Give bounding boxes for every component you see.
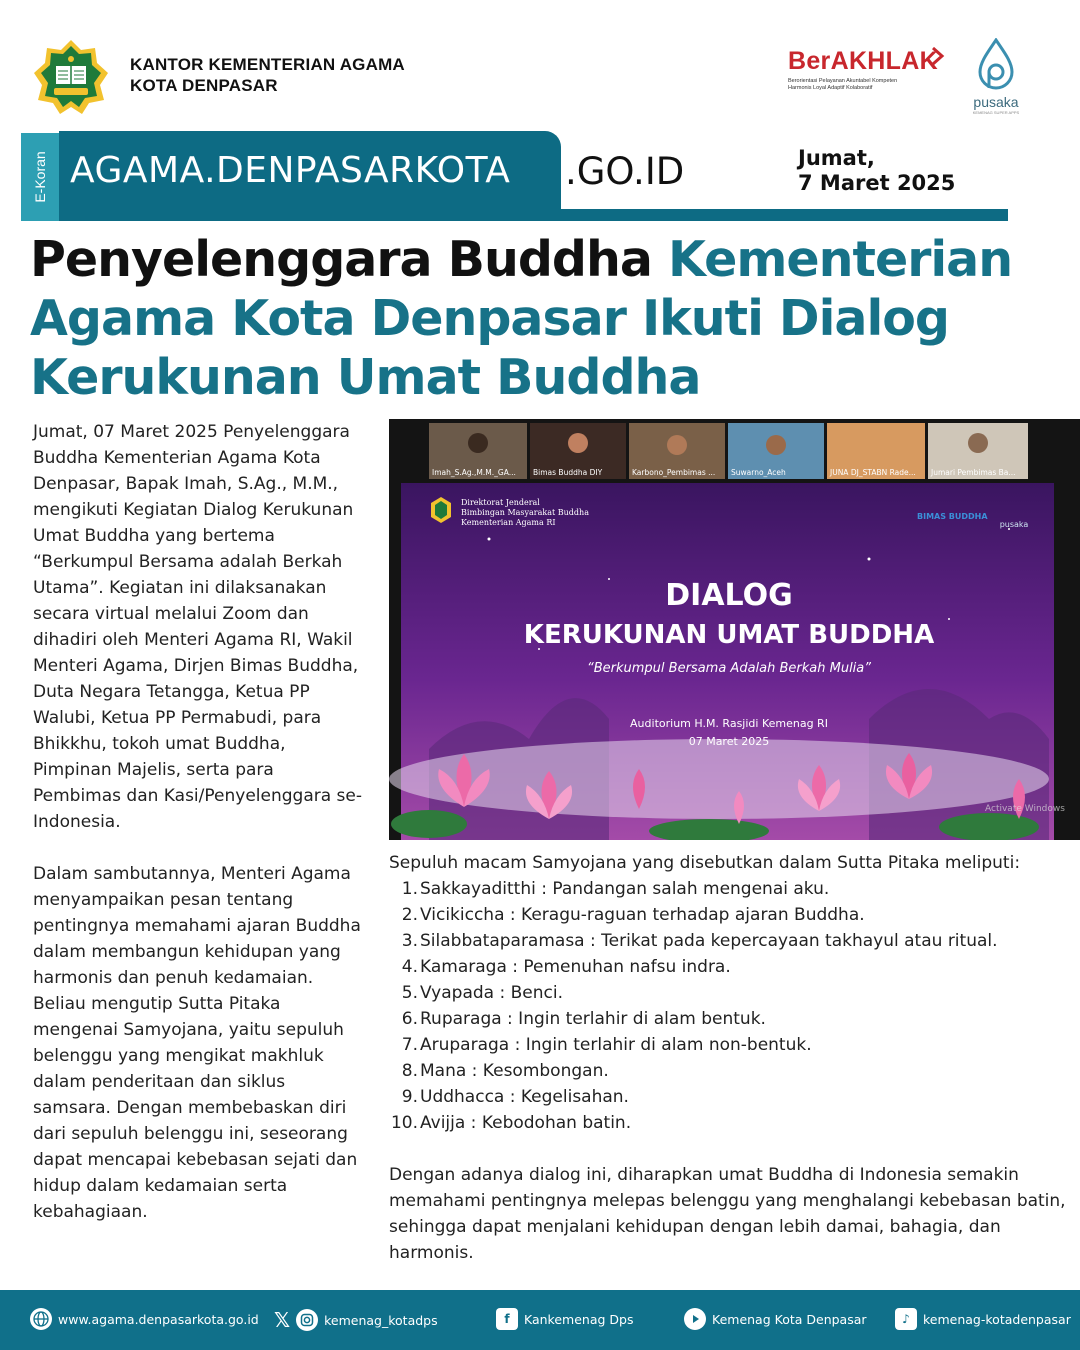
banner-underline [59, 209, 1008, 221]
list-item [389, 1084, 1069, 1110]
list-item-number: 5. [401, 983, 418, 1003]
list-item-number: 2. [401, 905, 418, 925]
list-item-number: 8. [401, 1061, 418, 1081]
berakhlak-logo [788, 46, 948, 108]
list-item-number: 10. [390, 1113, 418, 1133]
pusaka-logo [960, 38, 1032, 118]
footer-tiktok-link[interactable] [895, 1308, 1071, 1330]
site-suffix: .GO.ID [565, 150, 685, 193]
article-closing: Dengan adanya dialog ini, diharapkan umat Buddha di Indonesia semakin memahami pentingnya melepas belenggu yang menghalangi kebebasan batin, sehingga dapat menjalani kehidupan dengan lebih damai, bahagia, dan harmonis. [389, 1165, 1066, 1263]
pusaka-sub: KEMENAG SUPER APPS [972, 110, 1020, 115]
article-paragraph-2: Dalam sambutannya, Menteri Agama menyampaikan pesan tentang pentingnya memahami ajaran Buddha dalam membangun kehidupan yang harmonis dan penuh kedamaian. Beliau mengutip Sutta Pitaka mengenai Samyojana, yaitu sepuluh belenggu yang mengikat makhluk dalam penderitaan dan siklus samsara. Dengan membebaskan diri dari sepuluh belenggu ini, seseorang dapat mencapai kebebasan sejati dan hidup dalam kedamaian serta kebahagiaan. [33, 864, 361, 1222]
participant-name: Imah_S.Ag.,M.M._GA... [432, 468, 516, 477]
list-item [389, 1006, 1069, 1032]
list-item [389, 1110, 1069, 1136]
participant-name: Suwarno_Aceh [731, 468, 786, 477]
footer-facebook-text: Kankemenag Dps [524, 1311, 634, 1327]
pusaka-label: pusaka [973, 94, 1019, 110]
footer-tiktok-text: kemenag-kotadenpasar [923, 1311, 1071, 1327]
ekoran-label: E-Koran [32, 151, 48, 203]
list-item-number: 3. [401, 931, 418, 951]
list-item-number: 1. [401, 879, 418, 899]
footer-bar [0, 1290, 1080, 1350]
tiktok-icon: ♪ [895, 1308, 917, 1330]
headline-part-dark: Penyelenggara Buddha [30, 231, 669, 288]
list-item [389, 980, 1069, 1006]
list-item [389, 1058, 1069, 1084]
list-item-text: Sakkayaditthi : Pandangan salah mengenai aku. [420, 879, 830, 899]
x-icon: 𝕏 [274, 1308, 291, 1332]
headline-part-teal: Kementerian Agama Kota Denpasar Ikuti Dialog Kerukunan Umat Buddha [30, 231, 1013, 406]
slide-venue: Auditorium H.M. Rasjidi Kemenag RI [630, 717, 828, 730]
chevron-mark-icon [930, 46, 946, 68]
os-watermark: Activate Windows [985, 804, 1065, 814]
slide-subtitle: “Berkumpul Bersama Adalah Berkah Mulia” [587, 661, 871, 676]
globe-icon [30, 1308, 52, 1330]
issue-date-value: 7 Maret 2025 [798, 171, 956, 195]
footer-website-text: www.agama.denpasarkota.go.id [58, 1311, 259, 1327]
youtube-icon [684, 1308, 706, 1330]
list-item-number: 4. [401, 957, 418, 977]
samyojana-list [389, 876, 1069, 1136]
slide-org-line2: Bimbingan Masyarakat Buddha [461, 508, 589, 517]
list-item-text: Ruparaga : Ingin terlahir di alam bentuk. [420, 1009, 766, 1029]
slide-org-line1: Direktorat Jenderal [461, 498, 540, 507]
footer-website-link[interactable] [30, 1308, 259, 1330]
org-name-line1: KANTOR KEMENTERIAN AGAMA [130, 55, 405, 74]
pusaka-drop-icon [976, 38, 1016, 92]
footer-facebook-link[interactable] [496, 1308, 633, 1330]
list-item-number: 6. [401, 1009, 418, 1029]
footer-social-link[interactable] [274, 1308, 438, 1332]
berakhlak-title: BerAKHLAK [788, 47, 938, 75]
footer-social-text: kemenag_kotadps [324, 1312, 438, 1328]
list-item [389, 954, 1069, 980]
list-item-text: Avijja : Kebodohan batin. [420, 1113, 632, 1133]
event-photo [389, 419, 1080, 840]
footer-youtube-link[interactable] [684, 1308, 867, 1330]
list-item [389, 902, 1069, 928]
berakhlak-tagline1: Berorientasi Pelayanan Akuntabel Kompeten [788, 78, 898, 84]
slide-date: 07 Maret 2025 [688, 735, 770, 748]
org-name-line2: KOTA DENPASAR [130, 76, 278, 95]
article-headline [30, 230, 1060, 407]
list-item-text: Mana : Kesombongan. [420, 1061, 609, 1081]
slide-pusaka: pusaka [999, 520, 1029, 529]
list-intro: Sepuluh macam Samyojana yang disebutkan dalam Sutta Pitaka meliputi: [389, 853, 1021, 873]
list-item-text: Aruparaga : Ingin terlahir di alam non-bentuk. [420, 1035, 812, 1055]
participant-name: JUNA DJ_STABN Rade... [830, 468, 916, 477]
list-item [389, 876, 1069, 902]
slide-title-2: KERUKUNAN UMAT BUDDHA [523, 620, 935, 650]
site-banner [59, 131, 561, 213]
list-item-text: Uddhacca : Kegelisahan. [420, 1087, 629, 1107]
list-item-number: 7. [401, 1035, 418, 1055]
berakhlak-tagline2: Harmonis Loyal Adaptif Kolaboratif [788, 85, 873, 91]
slide-bimas-logo: BIMAS BUDDHA [917, 512, 988, 521]
site-main: AGAMA.DENPASARKOTA [70, 150, 511, 191]
org-name [130, 54, 405, 96]
list-item-text: Vyapada : Benci. [420, 983, 563, 1003]
ekoran-tag [21, 133, 59, 221]
list-item-text: Kamaraga : Pemenuhan nafsu indra. [420, 957, 731, 977]
footer-youtube-text: Kemenag Kota Denpasar [712, 1311, 867, 1327]
participant-name: Bimas Buddha DIY [533, 468, 603, 477]
list-item [389, 1032, 1069, 1058]
article-paragraph-1: Jumat, 07 Maret 2025 Penyelenggara Buddha Kementerian Agama Kota Denpasar, Bapak Imah, S.Ag., M.M., mengikuti Kegiatan Dialog Kerukunan Umat Buddha yang bertema “Berkumpul Bersama adalah Berkah Utama”. Kegiatan ini dilaksanakan secara virtual melalui Zoom dan dihadiri oleh Menteri Agama RI, Wakil Menteri Agama, Dirjen Bimas Buddha, Duta Negara Tetangga, Ketua PP Walubi, Ketua PP Permabudi, para Bhikkhu, tokoh umat Buddha, Pimpinan Majelis, serta para Pembimas dan Kasi/Penyelenggara se-Indonesia. [33, 422, 362, 832]
kemenag-emblem-logo [32, 38, 110, 116]
article-left-column [33, 419, 363, 1251]
facebook-icon: f [496, 1308, 518, 1330]
list-item-number: 9. [401, 1087, 418, 1107]
list-item-text: Vicikiccha : Keragu-raguan terhadap ajaran Buddha. [420, 905, 865, 925]
participant-name: Karbono_Pembimas ... [632, 468, 716, 477]
issue-day: Jumat, [798, 146, 875, 170]
slide-org-line3: Kementerian Agama RI [461, 518, 556, 527]
list-item-text: Silabbataparamasa : Terikat pada kepercayaan takhayul atau ritual. [420, 931, 998, 951]
participant-name: Jumari Pembimas Ba... [931, 468, 1016, 477]
slide-title-1: DIALOG [665, 578, 793, 613]
article-right-column [389, 850, 1069, 1266]
issue-date [798, 146, 955, 196]
list-item [389, 928, 1069, 954]
instagram-icon [296, 1309, 318, 1331]
